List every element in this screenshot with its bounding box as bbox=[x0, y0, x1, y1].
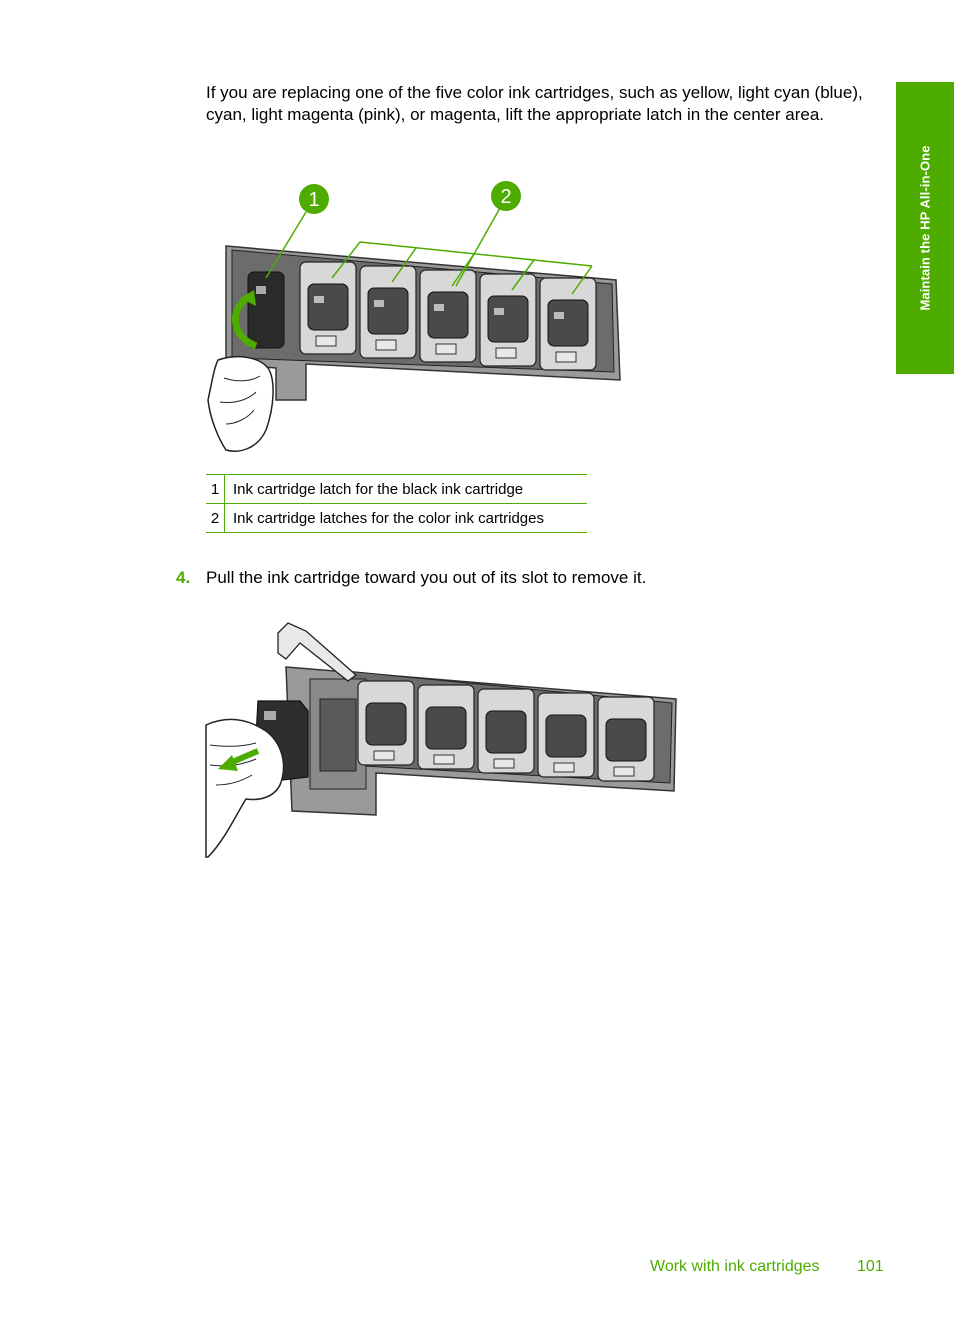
callout-description: Ink cartridge latch for the black ink cartridge bbox=[225, 475, 588, 504]
step-text: Pull the ink cartridge toward you out of its slot to remove it. bbox=[206, 568, 647, 587]
chapter-side-tab bbox=[896, 82, 954, 374]
callout-legend-table bbox=[206, 474, 587, 533]
callout-number: 2 bbox=[206, 504, 225, 533]
intro-paragraph: If you are replacing one of the five color ink cartridges, such as yellow, light cyan (blue), cyan, light magenta (pink), or magenta, lift the appropriate latch in the center area. bbox=[206, 83, 863, 124]
callout-description: Ink cartridge latches for the color ink cartridges bbox=[225, 504, 588, 533]
step-4 bbox=[176, 567, 646, 589]
callout-marker-2: 2 bbox=[500, 186, 512, 208]
footer-section-title: Work with ink cartridges bbox=[650, 1258, 820, 1275]
table-row bbox=[206, 475, 587, 504]
remove-cartridge-illustration bbox=[196, 615, 686, 865]
table-row bbox=[206, 504, 587, 533]
chapter-side-tab-label: Maintain the HP All-in-One bbox=[917, 145, 933, 311]
callout-marker-1: 1 bbox=[308, 189, 320, 211]
step-number: 4. bbox=[176, 568, 191, 587]
callout-number: 1 bbox=[206, 475, 225, 504]
latch-illustration bbox=[196, 168, 636, 460]
footer-page-number: 101 bbox=[857, 1258, 884, 1275]
